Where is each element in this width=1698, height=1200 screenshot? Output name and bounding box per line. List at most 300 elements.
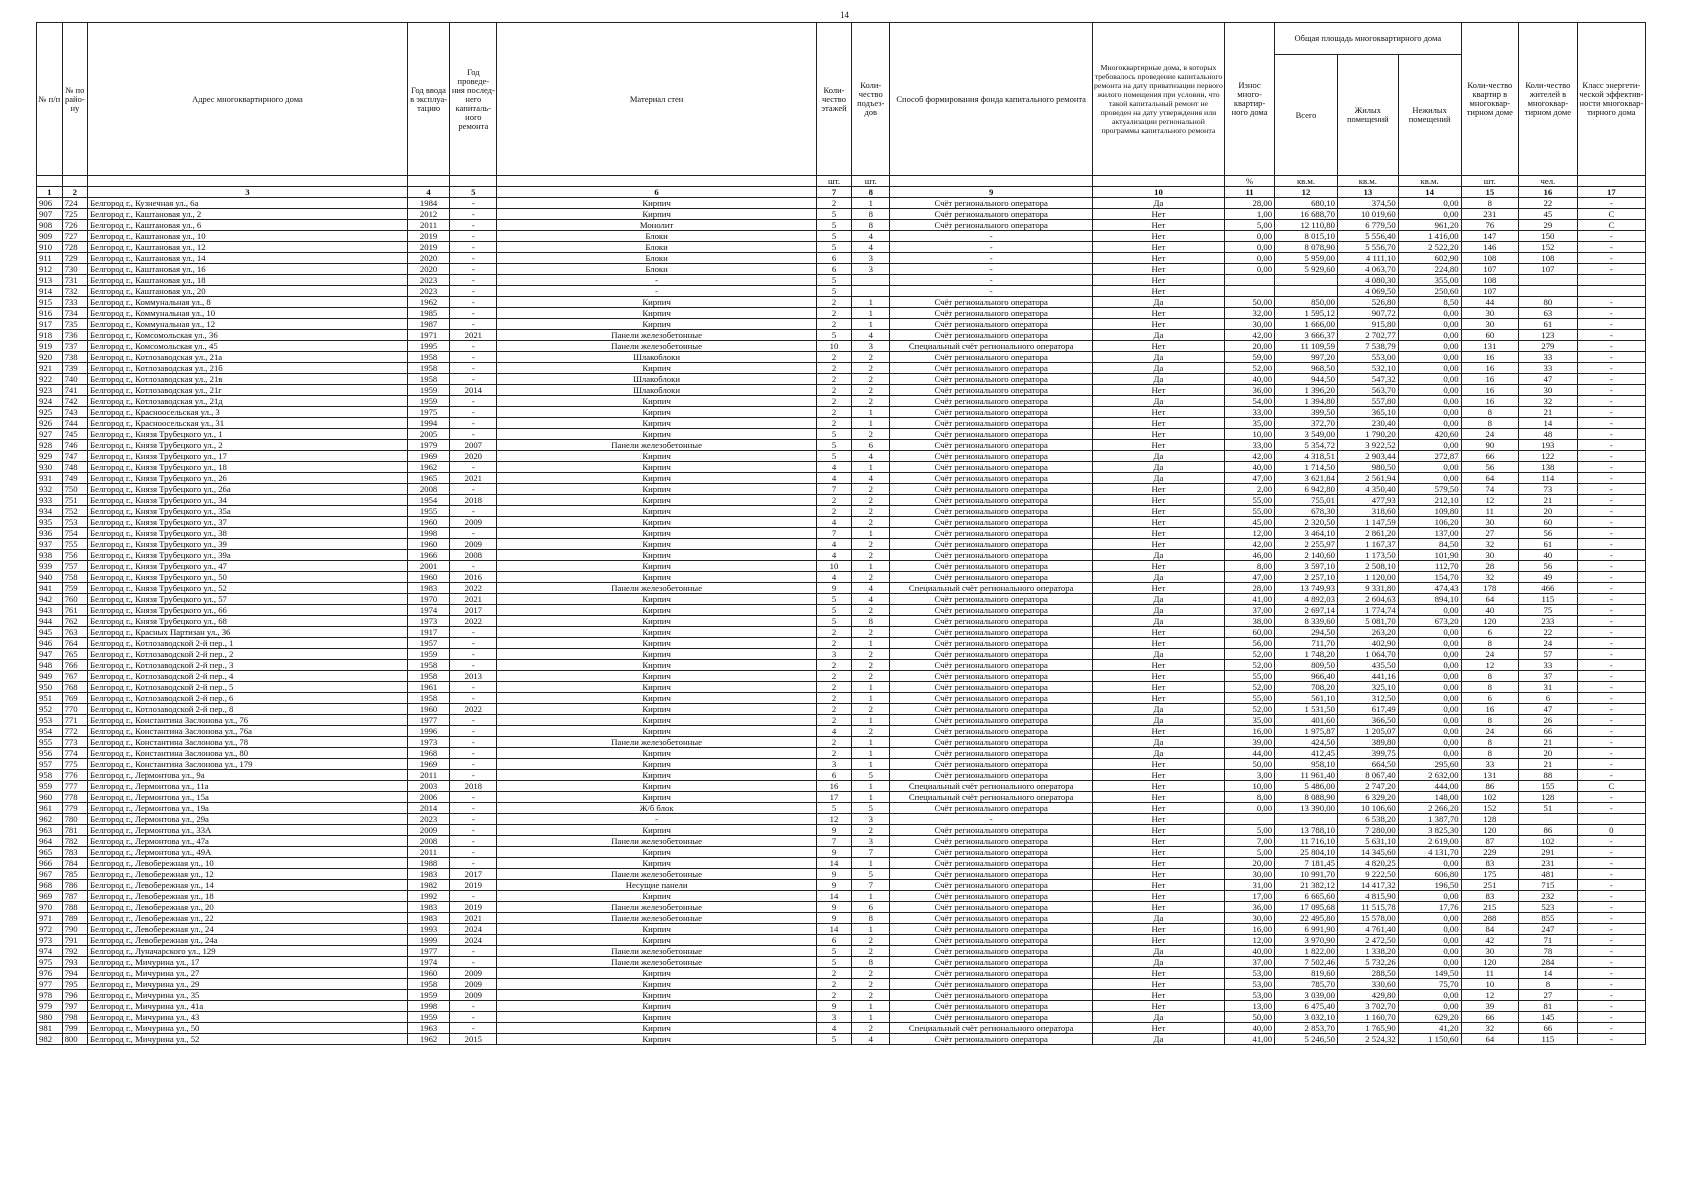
- row-floors: 6: [816, 264, 851, 275]
- row-repair-needed: Да: [1092, 649, 1224, 660]
- table-row: [37, 341, 1646, 352]
- row-fund-method: Счёт регионального оператора: [890, 385, 1092, 396]
- row-apartments: 12: [1461, 660, 1519, 671]
- row-year-repair: 2016: [450, 572, 497, 583]
- row-wall-material: Кирпич: [497, 396, 817, 407]
- row-year-repair: -: [450, 352, 497, 363]
- row-district-num: 773: [62, 737, 88, 748]
- row-fund-method: Счёт регионального оператора: [890, 220, 1092, 231]
- row-apartments: 30: [1461, 308, 1519, 319]
- row-apartments: 32: [1461, 572, 1519, 583]
- row-energy-class: -: [1577, 594, 1645, 605]
- row-area-nonliving: 961,20: [1398, 220, 1461, 231]
- row-floors: 5: [816, 1034, 851, 1045]
- row-wear: 32,00: [1225, 308, 1275, 319]
- hdr-energy-class: Класс энергети-ческой эффектив-ности многоквар-тирного дома: [1577, 23, 1645, 176]
- row-apartments: 32: [1461, 539, 1519, 550]
- hdr-residents: Коли-чество жителей в многоквар-тирном доме: [1519, 23, 1578, 176]
- row-address: Белгород г., Лермонтова ул., 33А: [88, 825, 408, 836]
- row-area-nonliving: 0,00: [1398, 946, 1461, 957]
- row-num: 915: [37, 297, 63, 308]
- row-apartments: 16: [1461, 374, 1519, 385]
- row-area-living: 5 732,26: [1337, 957, 1398, 968]
- row-wall-material: Панели железобетонные: [497, 583, 817, 594]
- row-wear: 28,00: [1225, 198, 1275, 209]
- row-floors: 2: [816, 418, 851, 429]
- row-year-built: 1960: [407, 539, 450, 550]
- row-num: 909: [37, 231, 63, 242]
- row-energy-class: С: [1577, 220, 1645, 231]
- row-floors: 9: [816, 825, 851, 836]
- row-wall-material: Кирпич: [497, 682, 817, 693]
- row-district-num: 783: [62, 847, 88, 858]
- row-wall-material: Кирпич: [497, 594, 817, 605]
- row-year-repair: 2021: [450, 473, 497, 484]
- row-floors: 2: [816, 308, 851, 319]
- row-year-repair: -: [450, 297, 497, 308]
- row-district-num: 753: [62, 517, 88, 528]
- row-residents: 115: [1519, 594, 1578, 605]
- row-year-built: 1958: [407, 693, 450, 704]
- table-row: [37, 198, 1646, 209]
- row-num: 922: [37, 374, 63, 385]
- row-energy-class: -: [1577, 1012, 1645, 1023]
- row-address: Белгород г., Лермонтова ул., 9а: [88, 770, 408, 781]
- row-year-repair: -: [450, 528, 497, 539]
- row-area-living: 557,80: [1337, 396, 1398, 407]
- row-wear: 53,00: [1225, 979, 1275, 990]
- row-area-nonliving: 0,00: [1398, 605, 1461, 616]
- row-year-built: 1954: [407, 495, 450, 506]
- row-year-repair: 2019: [450, 902, 497, 913]
- unit-wear: %: [1225, 176, 1275, 187]
- row-wear: 42,00: [1225, 451, 1275, 462]
- row-area-nonliving: 41,20: [1398, 1023, 1461, 1034]
- row-wall-material: Панели железобетонные: [497, 440, 817, 451]
- row-repair-needed: Нет: [1092, 968, 1224, 979]
- row-area-living: 2 524,32: [1337, 1034, 1398, 1045]
- row-year-built: 1962: [407, 1034, 450, 1045]
- row-wall-material: Панели железобетонные: [497, 737, 817, 748]
- table-row: [37, 946, 1646, 957]
- row-wear: 20,00: [1225, 341, 1275, 352]
- row-entrances: 1: [852, 858, 890, 869]
- row-district-num: 747: [62, 451, 88, 462]
- row-area-nonliving: 112,70: [1398, 561, 1461, 572]
- row-apartments: 8: [1461, 418, 1519, 429]
- row-year-repair: 2009: [450, 979, 497, 990]
- row-residents: 29: [1519, 220, 1578, 231]
- row-area-nonliving: 673,20: [1398, 616, 1461, 627]
- row-wall-material: Кирпич: [497, 792, 817, 803]
- row-apartments: 8: [1461, 671, 1519, 682]
- row-wall-material: Кирпич: [497, 649, 817, 660]
- row-area-total: 561,10: [1275, 693, 1338, 704]
- row-wall-material: Монолит: [497, 220, 817, 231]
- row-residents: 152: [1519, 242, 1578, 253]
- row-num: 957: [37, 759, 63, 770]
- row-district-num: 764: [62, 638, 88, 649]
- row-residents: 231: [1519, 858, 1578, 869]
- row-residents: 56: [1519, 528, 1578, 539]
- row-wear: 0,00: [1225, 253, 1275, 264]
- row-apartments: 44: [1461, 297, 1519, 308]
- row-year-repair: -: [450, 759, 497, 770]
- table-row: [37, 957, 1646, 968]
- row-floors: 14: [816, 924, 851, 935]
- table-row: [37, 836, 1646, 847]
- row-area-total: 22 495,80: [1275, 913, 1338, 924]
- row-district-num: 759: [62, 583, 88, 594]
- unit-entrances: шт.: [852, 176, 890, 187]
- row-district-num: 741: [62, 385, 88, 396]
- row-num: 973: [37, 935, 63, 946]
- row-energy-class: -: [1577, 726, 1645, 737]
- row-wall-material: Несущие панели: [497, 880, 817, 891]
- row-wall-material: Кирпич: [497, 671, 817, 682]
- row-num: 967: [37, 869, 63, 880]
- row-apartments: 56: [1461, 462, 1519, 473]
- row-district-num: 737: [62, 341, 88, 352]
- row-entrances: 4: [852, 594, 890, 605]
- row-fund-method: Счёт регионального оператора: [890, 1034, 1092, 1045]
- row-apartments: 42: [1461, 935, 1519, 946]
- row-address: Белгород г., Луначарского ул., 129: [88, 946, 408, 957]
- row-num: 966: [37, 858, 63, 869]
- row-area-nonliving: 0,00: [1398, 726, 1461, 737]
- row-wall-material: -: [497, 275, 817, 286]
- row-entrances: 2: [852, 990, 890, 1001]
- row-wear: 55,00: [1225, 693, 1275, 704]
- row-wear: 46,00: [1225, 550, 1275, 561]
- row-fund-method: Счёт регионального оператора: [890, 627, 1092, 638]
- row-floors: 2: [816, 737, 851, 748]
- row-area-total: 412,45: [1275, 748, 1338, 759]
- row-entrances: 1: [852, 308, 890, 319]
- row-year-built: 2009: [407, 825, 450, 836]
- column-number: 2: [62, 187, 88, 198]
- row-apartments: 8: [1461, 682, 1519, 693]
- row-area-living: 4 761,40: [1337, 924, 1398, 935]
- row-repair-needed: Нет: [1092, 1001, 1224, 1012]
- row-entrances: 5: [852, 869, 890, 880]
- table-row: [37, 814, 1646, 825]
- unit-area-living: кв.м.: [1337, 176, 1398, 187]
- row-area-nonliving: 295,60: [1398, 759, 1461, 770]
- row-entrances: 4: [852, 451, 890, 462]
- row-floors: 5: [816, 275, 851, 286]
- row-area-nonliving: 0,00: [1398, 462, 1461, 473]
- table-row: [37, 418, 1646, 429]
- row-entrances: 8: [852, 209, 890, 220]
- row-floors: 16: [816, 781, 851, 792]
- row-num: 942: [37, 594, 63, 605]
- row-wear: 16,00: [1225, 726, 1275, 737]
- row-fund-method: Счёт регионального оператора: [890, 308, 1092, 319]
- row-year-repair: -: [450, 363, 497, 374]
- row-area-living: 7 280,00: [1337, 825, 1398, 836]
- row-area-living: 4 820,25: [1337, 858, 1398, 869]
- row-area-living: 1 790,20: [1337, 429, 1398, 440]
- row-district-num: 786: [62, 880, 88, 891]
- table-row: [37, 1012, 1646, 1023]
- row-area-total: 2 140,60: [1275, 550, 1338, 561]
- row-residents: 523: [1519, 902, 1578, 913]
- row-num: 961: [37, 803, 63, 814]
- row-energy-class: -: [1577, 649, 1645, 660]
- row-energy-class: -: [1577, 539, 1645, 550]
- row-wear: 10,00: [1225, 429, 1275, 440]
- row-year-repair: 2021: [450, 330, 497, 341]
- table-row: [37, 924, 1646, 935]
- row-area-total: 399,50: [1275, 407, 1338, 418]
- row-area-nonliving: 0,00: [1398, 440, 1461, 451]
- row-wall-material: Кирпич: [497, 726, 817, 737]
- row-area-living: 318,60: [1337, 506, 1398, 517]
- row-year-built: 1996: [407, 726, 450, 737]
- row-area-living: 1 173,50: [1337, 550, 1398, 561]
- row-address: Белгород г., Князя Трубецкого ул., 18: [88, 462, 408, 473]
- row-fund-method: Счёт регионального оператора: [890, 462, 1092, 473]
- row-year-built: 1970: [407, 594, 450, 605]
- row-district-num: 796: [62, 990, 88, 1001]
- row-area-total: 12 110,80: [1275, 220, 1338, 231]
- row-entrances: 3: [852, 836, 890, 847]
- row-repair-needed: Нет: [1092, 781, 1224, 792]
- row-area-nonliving: 0,00: [1398, 715, 1461, 726]
- hdr-entrances: Коли-чество подъез-дов: [852, 23, 890, 176]
- row-year-repair: 2024: [450, 924, 497, 935]
- table-row: [37, 968, 1646, 979]
- row-district-num: 756: [62, 550, 88, 561]
- row-district-num: 781: [62, 825, 88, 836]
- row-apartments: 8: [1461, 407, 1519, 418]
- row-area-nonliving: 444,00: [1398, 781, 1461, 792]
- row-repair-needed: Нет: [1092, 847, 1224, 858]
- row-floors: 5: [816, 330, 851, 341]
- row-floors: 5: [816, 946, 851, 957]
- row-year-built: 1983: [407, 583, 450, 594]
- row-area-living: 429,80: [1337, 990, 1398, 1001]
- row-energy-class: -: [1577, 319, 1645, 330]
- row-repair-needed: Да: [1092, 957, 1224, 968]
- row-repair-needed: Нет: [1092, 517, 1224, 528]
- row-area-total: 6 942,80: [1275, 484, 1338, 495]
- table-row: [37, 682, 1646, 693]
- row-fund-method: Счёт регионального оператора: [890, 495, 1092, 506]
- row-repair-needed: Да: [1092, 330, 1224, 341]
- row-district-num: 797: [62, 1001, 88, 1012]
- row-wall-material: Панели железобетонные: [497, 946, 817, 957]
- row-fund-method: -: [890, 264, 1092, 275]
- row-repair-needed: Нет: [1092, 682, 1224, 693]
- row-floors: 9: [816, 869, 851, 880]
- row-district-num: 742: [62, 396, 88, 407]
- row-energy-class: -: [1577, 495, 1645, 506]
- row-repair-needed: Нет: [1092, 693, 1224, 704]
- table-row: [37, 891, 1646, 902]
- row-wear: 60,00: [1225, 627, 1275, 638]
- row-entrances: 2: [852, 627, 890, 638]
- row-apartments: 12: [1461, 495, 1519, 506]
- row-energy-class: -: [1577, 924, 1645, 935]
- row-energy-class: -: [1577, 352, 1645, 363]
- row-wall-material: Кирпич: [497, 297, 817, 308]
- row-entrances: 2: [852, 979, 890, 990]
- row-energy-class: -: [1577, 616, 1645, 627]
- row-area-total: 401,60: [1275, 715, 1338, 726]
- row-num: 975: [37, 957, 63, 968]
- row-area-nonliving: 1 416,00: [1398, 231, 1461, 242]
- row-district-num: 782: [62, 836, 88, 847]
- table-row: [37, 220, 1646, 231]
- row-area-living: 7 538,79: [1337, 341, 1398, 352]
- row-district-num: 799: [62, 1023, 88, 1034]
- table-row: [37, 275, 1646, 286]
- row-floors: 5: [816, 220, 851, 231]
- row-year-built: 1962: [407, 462, 450, 473]
- row-year-repair: -: [450, 792, 497, 803]
- row-wear: 0,00: [1225, 803, 1275, 814]
- row-address: Белгород г., Коммунальная ул., 12: [88, 319, 408, 330]
- row-year-built: 2005: [407, 429, 450, 440]
- row-area-total: 3 032,10: [1275, 1012, 1338, 1023]
- row-wall-material: Шлакоблоки: [497, 374, 817, 385]
- row-area-nonliving: 154,70: [1398, 572, 1461, 583]
- row-entrances: 1: [852, 693, 890, 704]
- row-residents: 20: [1519, 748, 1578, 759]
- row-num: 940: [37, 572, 63, 583]
- row-num: 945: [37, 627, 63, 638]
- column-number: 3: [88, 187, 408, 198]
- row-num: 933: [37, 495, 63, 506]
- row-entrances: 1: [852, 198, 890, 209]
- row-residents: 73: [1519, 484, 1578, 495]
- row-wear: 35,00: [1225, 715, 1275, 726]
- row-area-nonliving: 101,90: [1398, 550, 1461, 561]
- column-number: 16: [1519, 187, 1578, 198]
- row-year-built: 2006: [407, 792, 450, 803]
- row-floors: 2: [816, 495, 851, 506]
- row-wall-material: Шлакоблоки: [497, 352, 817, 363]
- row-district-num: 790: [62, 924, 88, 935]
- row-address: Белгород г., Лермонтова ул., 29а: [88, 814, 408, 825]
- row-area-living: 10 106,60: [1337, 803, 1398, 814]
- row-energy-class: -: [1577, 946, 1645, 957]
- row-residents: 33: [1519, 363, 1578, 374]
- row-address: Белгород г., Левобережная ул., 12: [88, 869, 408, 880]
- row-area-total: [1275, 286, 1338, 297]
- row-area-total: 680,10: [1275, 198, 1338, 209]
- row-residents: 33: [1519, 352, 1578, 363]
- row-area-total: 1 531,50: [1275, 704, 1338, 715]
- row-area-living: 263,20: [1337, 627, 1398, 638]
- row-apartments: 66: [1461, 1012, 1519, 1023]
- row-energy-class: -: [1577, 330, 1645, 341]
- row-area-nonliving: 0,00: [1398, 660, 1461, 671]
- row-address: Белгород г., Князя Трубецкого ул., 39а: [88, 550, 408, 561]
- row-address: Белгород г., Левобережная ул., 18: [88, 891, 408, 902]
- row-apartments: 6: [1461, 693, 1519, 704]
- row-entrances: 4: [852, 1034, 890, 1045]
- row-year-repair: 2017: [450, 869, 497, 880]
- row-repair-needed: Нет: [1092, 429, 1224, 440]
- row-wear: 0,00: [1225, 264, 1275, 275]
- row-wear: 20,00: [1225, 858, 1275, 869]
- row-address: Белгород г., Князя Трубецкого ул., 52: [88, 583, 408, 594]
- row-wear: 33,00: [1225, 440, 1275, 451]
- row-floors: 2: [816, 363, 851, 374]
- row-address: Белгород г., Князя Трубецкого ул., 66: [88, 605, 408, 616]
- row-floors: 2: [816, 198, 851, 209]
- row-year-repair: -: [450, 770, 497, 781]
- row-energy-class: -: [1577, 693, 1645, 704]
- row-area-nonliving: 0,00: [1398, 649, 1461, 660]
- row-entrances: 3: [852, 264, 890, 275]
- row-entrances: 2: [852, 649, 890, 660]
- row-residents: 56: [1519, 561, 1578, 572]
- row-district-num: 792: [62, 946, 88, 957]
- row-year-repair: -: [450, 627, 497, 638]
- row-district-num: 740: [62, 374, 88, 385]
- row-district-num: 752: [62, 506, 88, 517]
- row-floors: 6: [816, 770, 851, 781]
- row-residents: 57: [1519, 649, 1578, 660]
- row-year-built: 1994: [407, 418, 450, 429]
- row-address: Белгород г., Князя Трубецкого ул., 37: [88, 517, 408, 528]
- row-area-living: 2 561,94: [1337, 473, 1398, 484]
- row-wall-material: Кирпич: [497, 891, 817, 902]
- table-row: [37, 605, 1646, 616]
- row-entrances: 2: [852, 539, 890, 550]
- row-address: Белгород г., Котлозаводской 2-й пер., 3: [88, 660, 408, 671]
- row-repair-needed: Да: [1092, 715, 1224, 726]
- row-floors: 2: [816, 704, 851, 715]
- row-area-nonliving: 420,60: [1398, 429, 1461, 440]
- row-residents: 123: [1519, 330, 1578, 341]
- row-wall-material: Кирпич: [497, 484, 817, 495]
- row-year-built: 1987: [407, 319, 450, 330]
- row-fund-method: Счёт регионального оператора: [890, 902, 1092, 913]
- row-year-repair: 2014: [450, 385, 497, 396]
- row-apartments: 16: [1461, 352, 1519, 363]
- table-row: [37, 462, 1646, 473]
- row-address: Белгород г., Котлозаводская ул., 21б: [88, 363, 408, 374]
- row-wear: 8,00: [1225, 561, 1275, 572]
- row-wall-material: Кирпич: [497, 704, 817, 715]
- row-address: Белгород г., Левобережная ул., 10: [88, 858, 408, 869]
- table-row: [37, 352, 1646, 363]
- hdr-area-nonliving: Нежилых помещений: [1398, 55, 1461, 176]
- row-floors: 5: [816, 429, 851, 440]
- row-wall-material: Кирпич: [497, 825, 817, 836]
- row-wall-material: Кирпич: [497, 462, 817, 473]
- table-row: [37, 451, 1646, 462]
- row-area-total: 1 975,87: [1275, 726, 1338, 737]
- row-district-num: 767: [62, 671, 88, 682]
- row-repair-needed: Нет: [1092, 561, 1224, 572]
- table-row: [37, 693, 1646, 704]
- row-year-repair: 2022: [450, 704, 497, 715]
- row-wall-material: Кирпич: [497, 605, 817, 616]
- row-address: Белгород г., Красных Партизан ул., 36: [88, 627, 408, 638]
- row-address: Белгород г., Каштановая ул., 6: [88, 220, 408, 231]
- row-year-repair: 2022: [450, 616, 497, 627]
- unit-area-nonliving: кв.м.: [1398, 176, 1461, 187]
- row-residents: 21: [1519, 407, 1578, 418]
- row-year-repair: -: [450, 275, 497, 286]
- row-wear: 50,00: [1225, 297, 1275, 308]
